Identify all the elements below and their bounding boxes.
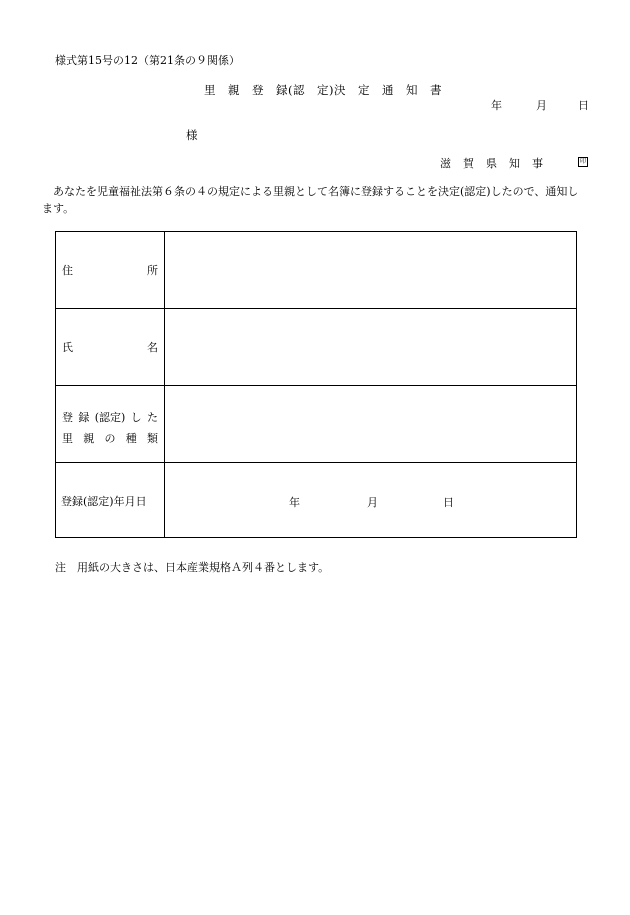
foster-type-label-cell xyxy=(56,386,165,462)
label-char: の xyxy=(104,432,116,445)
paper-size-note: 注 用紙の大きさは、日本産業規格Ａ列４番とします。 xyxy=(55,561,330,574)
name-value-cell xyxy=(165,309,576,385)
form-number: 様式第15号の12（第21条の９関係） xyxy=(55,54,240,67)
label-char: た xyxy=(146,411,158,424)
issuer-name: 滋 賀 県 知 事 xyxy=(440,157,544,170)
registration-info-table xyxy=(55,231,577,538)
label-char: 類 xyxy=(147,432,158,445)
label-char: 親 xyxy=(83,432,95,445)
registration-date-month: 月 xyxy=(367,496,378,509)
name-label-char: 名 xyxy=(147,341,158,354)
label-char: 種 xyxy=(125,432,137,445)
document-title: 里 親 登 録(認 定)決 定 通 知 書 xyxy=(204,83,442,97)
label-char: し xyxy=(130,411,142,424)
table-row-address xyxy=(56,232,576,309)
recipient-honorific: 様 xyxy=(186,128,198,142)
name-label-cell xyxy=(56,309,165,385)
address-label-char: 住 xyxy=(62,264,73,277)
foster-type-value-cell xyxy=(165,386,576,462)
label-char: (認定) xyxy=(94,411,126,424)
issue-date-year: 年 xyxy=(491,99,502,112)
name-label-char: 氏 xyxy=(62,341,73,354)
label-char: 登 xyxy=(62,411,73,424)
label-char: 録 xyxy=(78,411,90,424)
address-label-cell xyxy=(56,232,165,308)
registration-date-label-cell xyxy=(56,463,165,538)
registration-date-value-cell xyxy=(165,463,576,538)
issue-date-day: 日 xyxy=(578,99,589,112)
issue-date-month: 月 xyxy=(536,99,547,112)
seal-mark: 印 xyxy=(579,158,586,165)
registration-date-year: 年 xyxy=(289,496,300,509)
address-label-char: 所 xyxy=(147,264,158,277)
label-char: 里 xyxy=(62,432,73,445)
notification-body: あなたを児童福祉法第６条の４の規定による里親として名簿に登録することを決定(認定)したので、通知します。 xyxy=(42,185,579,215)
foster-type-label-line2 xyxy=(62,428,158,449)
registration-date-label: 登録(認定)年月日 xyxy=(61,494,147,508)
address-value-cell xyxy=(165,232,576,308)
foster-type-label-line1 xyxy=(62,407,158,428)
registration-date-day: 日 xyxy=(443,496,454,509)
table-row-name xyxy=(56,309,576,386)
table-row-foster-type xyxy=(56,386,576,463)
table-row-registration-date xyxy=(56,463,576,538)
